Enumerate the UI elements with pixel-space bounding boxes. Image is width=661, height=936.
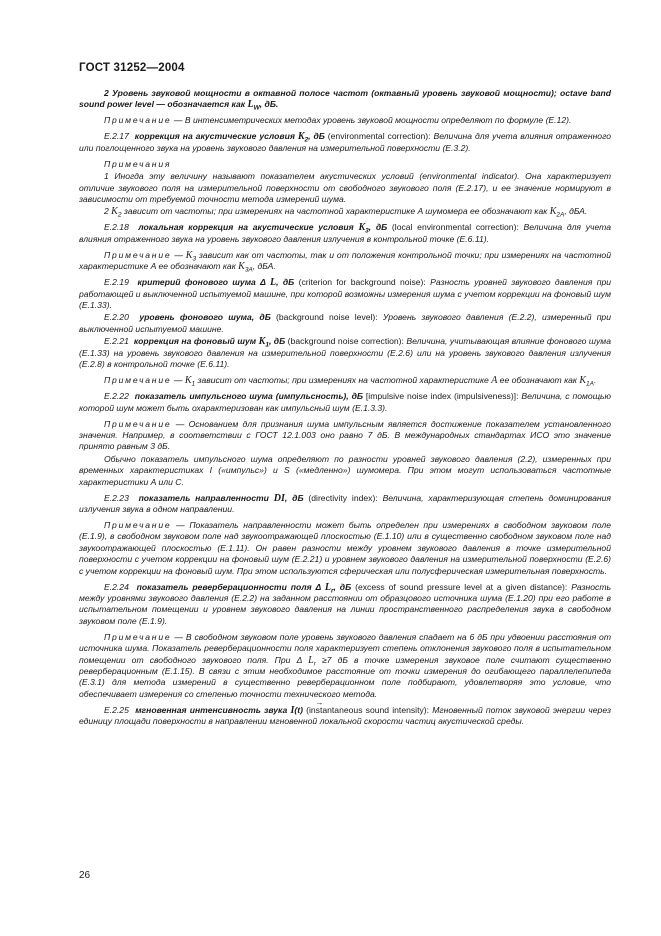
notes-heading xyxy=(79,159,611,170)
symbol: L xyxy=(269,277,277,289)
term-number: E.2.23 xyxy=(104,492,129,503)
symbol: K xyxy=(184,375,192,387)
term-unit: , дБ xyxy=(284,492,304,503)
standard-header: ГОСТ 31252—2004 xyxy=(79,62,185,74)
subscript: W xyxy=(253,105,260,113)
term-english: (local environmental correction): xyxy=(387,222,519,233)
symbol: K xyxy=(111,206,118,218)
symbol: I xyxy=(290,704,295,716)
term-E-2-23 xyxy=(79,493,611,516)
page-number: 26 xyxy=(79,870,91,881)
subscript: 1 xyxy=(265,342,269,349)
term-definition: Величина, с помощью которой шум может быть охарактеризован как импульсный шум (E.1.3.3). xyxy=(79,391,611,413)
text: , дБ. xyxy=(259,99,279,110)
note-text: — В свободном звуковом поле уровень звукового давления спадает на 6 дБ при удвоении расстояния от источника шума. Показатель реверберационности поля характеризует степень отклонения звукового поля в испытательном помещении от свободного звукового поля. При Δ xyxy=(79,631,611,665)
term-definition: Величина для учета влияния отраженного звука на уровень звукового давления излучения в контрольной точке (E.6.11). xyxy=(79,222,611,244)
term-E-2-25 xyxy=(79,697,611,728)
note-text: ≥7 дБ в точке измерения звуковое поле считают существенно реверберационным (E.1.15). В связи с этим необходимое расстояние от точки измерения до огибающего параллелепипеда (E.3.1) для метода измерений в существенно реверберационном поле подбирают, удовлетворяя это условие, что обеспечивает измерения со степенью точности технического метода. xyxy=(79,654,611,699)
note-heading: Примечание xyxy=(104,115,172,126)
term-english: (directivity index): xyxy=(303,492,378,503)
symbol: L xyxy=(247,99,254,111)
term-english: (background noise level): xyxy=(270,312,378,323)
term-name: показатель реверберационности поля Δ xyxy=(136,581,325,592)
symbol: K xyxy=(297,131,305,143)
term-name: уровень фонового шума, дБ xyxy=(139,312,271,323)
term-name: коррекция на фоновый шум xyxy=(133,336,259,347)
note-text: — В интенсиметрических методах уровень звуковой мощности определяют по формуле (E.12). xyxy=(171,115,572,126)
note-text: . xyxy=(594,375,597,386)
note-text: зависит от частоты; при измерениях на частотной характеристике xyxy=(195,375,492,386)
note-heading: Примечание xyxy=(104,249,172,260)
term-definition: Величина, характеризующая степень доминирования излучения звука в одном направлении. xyxy=(79,492,611,514)
symbol: DI xyxy=(273,492,285,504)
term-english: (excess of sound pressure level at a given distance): xyxy=(351,581,568,592)
subscript: r xyxy=(330,587,334,595)
term-E-2-19 xyxy=(79,277,611,311)
note-text: 1 Иногда эту величину называют показателем акустических условий (environmental indicator). Она характеризует отличие звукового поля на измерительной поверхности от свободного звукового поля (E.2.17), и ее значение нормируют в зависимости от требуемой точности метода измерений шума. xyxy=(79,171,611,205)
term-name: критерий фонового шума Δ xyxy=(137,277,270,288)
term-definition: Величина, учитывающая влияние фонового шума (E.1.33) на уровень звукового давления на измерительной поверхности (E.2.6) или на уровень звукового давления излучения (E.2.8) в контрольной точке (E.6.11). xyxy=(79,336,611,370)
term-number: E.2.22 xyxy=(104,391,129,402)
note-intensimetric xyxy=(79,115,611,126)
symbol: A xyxy=(491,375,498,387)
symbol: K xyxy=(258,336,266,348)
term-english: (criterion for background noise): xyxy=(294,277,426,288)
term-unit: , дБ xyxy=(276,277,295,288)
term-unit: , дБ xyxy=(308,131,325,142)
subscript: 2 xyxy=(304,137,309,145)
term-E-2-24 xyxy=(79,582,611,628)
term-definition: Разность между уровнями звукового давления (E.2.2) на заданном расстоянии от образцового источника шума (E.1.20) при его работе в испытательном помещении и уровнем звукового давления на линии пространственного распределения звука в свободном звуковом поле (E.1.9). xyxy=(79,581,611,626)
subscript: 2 xyxy=(117,212,122,220)
term-number: E.2.21 xyxy=(104,336,129,347)
term-number: E.2.19 xyxy=(104,277,129,288)
subscript: r xyxy=(313,660,316,668)
symbol: K xyxy=(579,375,587,387)
term-E-2-21 xyxy=(79,336,611,370)
symbol: K xyxy=(238,261,245,273)
note-text: ее обозначают как xyxy=(497,375,580,386)
term-english: (instantaneous sound intensity): xyxy=(302,704,430,715)
term-english: (background noise correction): xyxy=(285,336,404,347)
symbol: L xyxy=(324,581,331,593)
term-english: (environmental correction): xyxy=(324,131,431,142)
note-2 xyxy=(79,206,611,220)
vector-symbol xyxy=(290,697,324,716)
symbol: K xyxy=(549,206,557,218)
term-name: локальная коррекция на акустические условия xyxy=(138,222,359,233)
note-K1 xyxy=(79,375,611,386)
term-name: показатель направленности xyxy=(138,492,274,503)
note-impulsive xyxy=(79,419,611,453)
term-number: E.2.25 xyxy=(104,704,129,715)
note-heading: Примечание xyxy=(104,631,172,642)
subscript: 2A xyxy=(556,212,565,220)
note-heading: Примечание xyxy=(104,375,172,386)
note-heading: Примечания xyxy=(104,158,172,169)
note-text: — Показатель направленности может быть определен при измерениях в свободном звуковом поле (E.1.9), в свободном звуковом поле над звукоотражающей плоскостью (E.1.10) или в существенно свободном звуковом поле над звукоотражающей плоскостью (E.1.11). Он равен разности между уровнем звукового давления в точке измерительной поверхности с учетом коррекции на фоновый шум (E.2.21) и уровнем звукового давления на измерительной поверхности (E.2.6) с учетом коррекции на фоновый шум. При этом используются сферическая или полусферическая измерительная поверхность. xyxy=(79,519,611,576)
term-E-2-20 xyxy=(79,312,611,335)
text: 2 Уровень звуковой мощности в октавной полосе частот (октавный уровень звуковой мощности); octave band sound power level — обозначается как xyxy=(79,88,611,110)
subscript: 1 xyxy=(191,380,196,388)
term-number: E.2.17 xyxy=(104,131,129,142)
note-text: 2 xyxy=(104,206,112,217)
note-reverberation xyxy=(79,632,611,700)
note-text: — xyxy=(171,375,185,386)
term-unit: , дБ xyxy=(268,336,286,347)
symbol: K xyxy=(185,249,193,261)
note-sound-power-octave xyxy=(79,88,611,111)
symbol: L xyxy=(308,654,314,666)
note-text: — Основанием для признания шума импульсным является достижение показателем установленного значения. Например, в соответствии с ГОСТ 12.1.003 оно равно 7 дБ. В международных стандартах ИСО это значение принято равным 3 дБ. xyxy=(79,418,611,452)
term-number: E.2.24 xyxy=(104,581,129,592)
note-text: , дБА. xyxy=(564,206,588,217)
term-definition: Мгновенный поток звуковой энергии через единицу площади поверхности в направлении мгновенной локальной скорости частиц акустической среды. xyxy=(79,704,611,727)
term-number: E.2.18 xyxy=(104,222,129,233)
term-definition: Величина для учета влияния отраженного или поглощенного звука на уровень звукового давления на измерительной поверхности (E.3.2). xyxy=(79,131,611,153)
note-1 xyxy=(79,171,611,205)
note-heading: Примечание xyxy=(104,418,172,429)
term-definition: Разность уровней звукового давления при работающей и выключенной испытуемой машине, при которой возможны измерения шума с учетом коррекции на фоновый шум (E.1.33). xyxy=(79,277,611,311)
note-text: , дБА. xyxy=(252,261,276,272)
term-unit: , дБ xyxy=(368,222,388,233)
term-name: мгновенная интенсивность звука xyxy=(135,704,291,715)
subscript: 1A xyxy=(586,380,594,388)
note-K3 xyxy=(79,250,611,273)
term-number: E.2.20 xyxy=(104,312,129,323)
note-text: Обычно показатель импульсного шума определяют по разности уровней звукового давления (2.2), измеренных при временных характеристиках I («импульс») и S («медленно») шумомера. При этом могут использоваться частотные характеристики A или C. xyxy=(79,453,611,487)
page-content xyxy=(79,88,611,732)
term-E-2-18 xyxy=(79,222,611,245)
note-impulsive-2 xyxy=(79,454,611,488)
subscript: 3 xyxy=(192,255,197,263)
term-name: показатель импульсного шума (импульсность), дБ xyxy=(134,391,363,402)
term-definition: Уровень звукового давления (E.2.2), измеренный при выключенной испытуемой машине. xyxy=(79,312,611,334)
subscript: 3A xyxy=(244,266,253,274)
vector-arrow-icon: → xyxy=(315,697,324,707)
term-unit: , дБ xyxy=(333,581,352,592)
note-directivity xyxy=(79,520,611,577)
term-name: коррекция на акустические условия xyxy=(134,131,298,142)
term-english: [impulsive noise index (impulsiveness)]: xyxy=(363,391,519,402)
term-E-2-22 xyxy=(79,391,611,414)
note-text: зависит от частоты; при измерениях на частотной характеристике A шумомера ее обозначают как xyxy=(121,206,550,217)
term-arg: (t) xyxy=(294,704,303,715)
note-text: зависит как от частоты, так и от положения контрольной точки; при измерениях на частотной характеристике A ее обозначают как xyxy=(79,249,611,272)
note-text: — xyxy=(171,249,186,260)
note-heading: Примечание xyxy=(104,519,172,530)
term-E-2-17 xyxy=(79,131,611,154)
symbol: K xyxy=(358,222,366,234)
subscript: 3 xyxy=(365,228,369,236)
